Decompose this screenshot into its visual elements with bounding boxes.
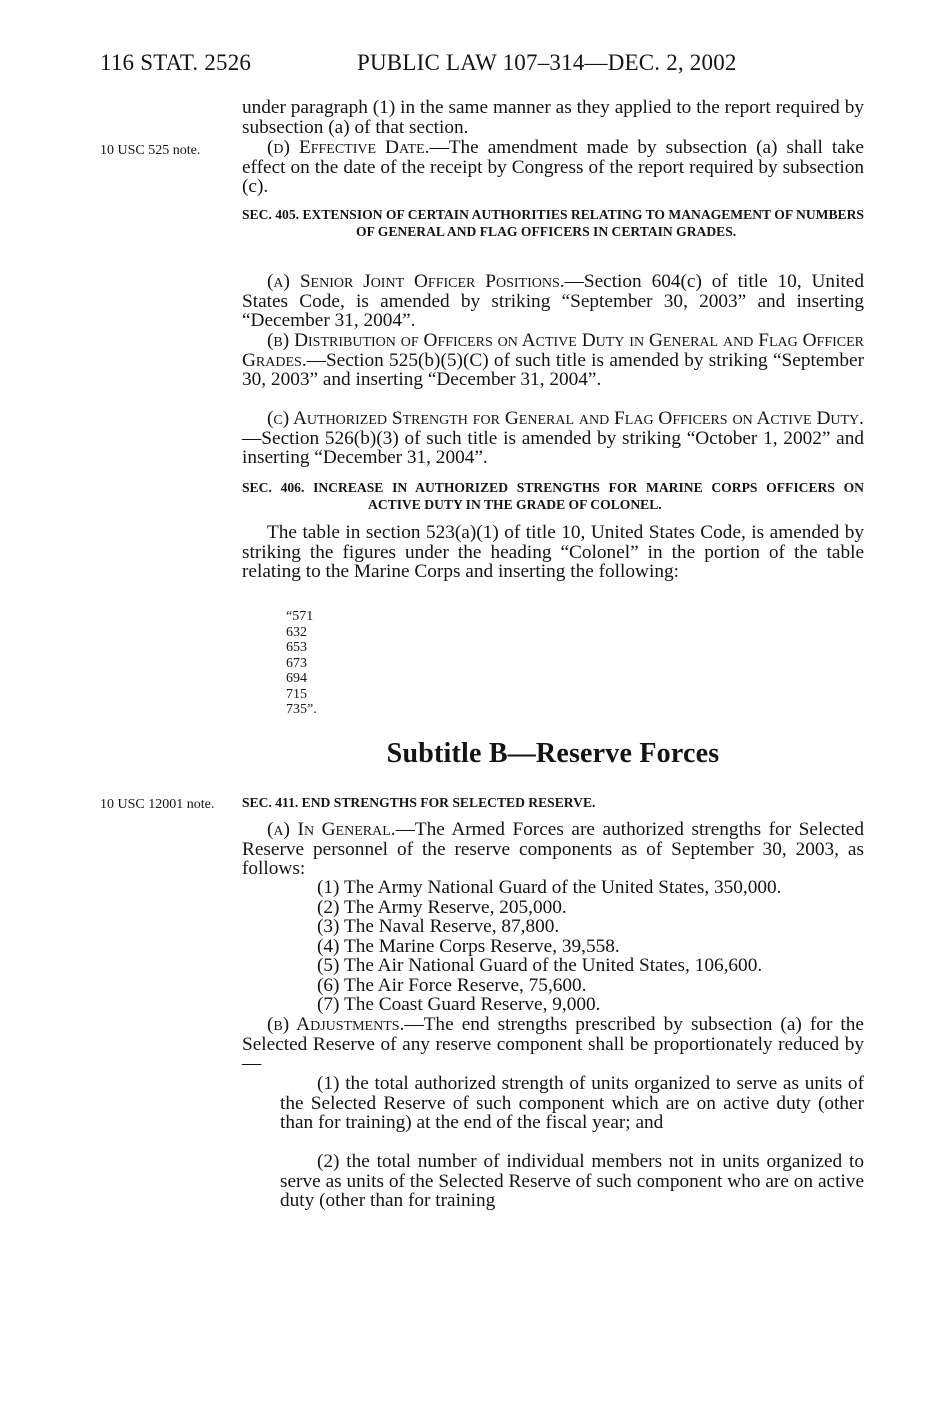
subsection-d-text: —The amendment made by subsection (a) shall take effect on the date of the receipt by Congress of the report required by subsection (c). <box>242 137 864 198</box>
page-header-stat: 116 STAT. 2526 <box>100 50 252 75</box>
section-411-b-text: —The end strengths prescribed by subsection (a) for the Selected Reserve of any reserve component shall be proportionately reduced by— <box>242 1014 864 1075</box>
figure-value: 735”. <box>286 702 317 717</box>
section-405-c-heading: (c) Authorized Strength for General and Flag Officers on Active Duty. <box>267 408 864 429</box>
page-header-law: PUBLIC LAW 107–314—DEC. 2, 2002 <box>357 50 737 75</box>
figure-value: 715 <box>286 686 307 702</box>
subtitle-heading: Subtitle B—Reserve Forces <box>386 738 720 769</box>
section-411-b-heading: (b) Adjustments. <box>267 1014 405 1035</box>
figure-value: 632 <box>286 624 307 640</box>
section-411-a-heading: (a) In General. <box>267 819 396 840</box>
list-item: (6) The Air Force Reserve, 75,600. <box>317 975 587 996</box>
section-406-number: SEC. 406. <box>242 480 305 495</box>
section-411-a-text: —The Armed Forces are authorized strengths for Selected Reserve personnel of the reserve components as of September 30, 2003, as follows: <box>242 819 864 880</box>
list-item: (3) The Naval Reserve, 87,800. <box>317 916 560 937</box>
section-405-b-text: —Section 525(b)(5)(C) of such title is amended by striking “September 30, 2003” and inserting “December 31, 2004”. <box>242 349 864 391</box>
section-411-subsection-a <box>242 820 864 879</box>
section-405-subsection-b <box>242 331 864 390</box>
subsection-d-effective-date <box>242 138 864 197</box>
list-item: (5) The Air National Guard of the United States, 106,600. <box>317 955 763 976</box>
list-item: (1) The Army National Guard of the United States, 350,000. <box>317 877 782 898</box>
margin-note-525: 10 USC 525 note. <box>100 143 201 158</box>
figure-value: 673 <box>286 655 307 671</box>
section-405-a-heading: (a) Senior Joint Officer Positions. <box>267 271 565 292</box>
margin-note-12001: 10 USC 12001 note. <box>100 797 215 812</box>
section-405-a-text: —Section 604(c) of title 10, United States Code, is amended by striking “September 30, 2003” and inserting “December 31, 2004”. <box>242 271 864 332</box>
section-411-heading: SEC. 411. END STRENGTHS FOR SELECTED RESERVE. <box>242 795 596 810</box>
paragraph-b1: (1) the total authorized strength of units organized to serve as units of the Selected Reserve of such component which are on active duty (other than for training) at the end of the fiscal year; and <box>280 1073 864 1134</box>
section-405-number: SEC. 405. <box>242 207 300 222</box>
continuation-paragraph: under paragraph (1) in the same manner as they applied to the report required by subsection (a) of that section. <box>242 97 864 138</box>
list-item: (2) The Army Reserve, 205,000. <box>317 897 567 918</box>
section-406-title: INCREASE IN AUTHORIZED STRENGTHS FOR MARINE CORPS OFFICERS ON ACTIVE DUTY IN THE GRADE OF COLONEL. <box>313 480 865 512</box>
section-405-heading <box>242 207 864 240</box>
section-405-subsection-c <box>242 409 864 468</box>
paragraph-b2: (2) the total number of individual members not in units organized to serve as units of the Selected Reserve of such component who are on active duty (other than for training <box>280 1151 864 1212</box>
section-405-b-heading: (b) Distribution of Officers on Active Duty in General and Flag Officer Grades. <box>242 330 864 371</box>
section-405-subsection-a <box>242 272 864 331</box>
subsection-d-heading: (d) Effective Date. <box>267 137 430 158</box>
figure-value: 653 <box>286 640 307 655</box>
section-405-c-text: —Section 526(b)(3) of such title is amended by striking “October 1, 2002” and inserting “December 31, 2004”. <box>242 427 864 469</box>
list-item: (4) The Marine Corps Reserve, 39,558. <box>317 936 620 957</box>
section-411-subsection-b <box>242 1015 864 1074</box>
figure-value: 694 <box>286 671 307 686</box>
list-item: (7) The Coast Guard Reserve, 9,000. <box>317 994 601 1015</box>
section-406-text: The table in section 523(a)(1) of title 10, United States Code, is amended by striking the figures under the heading “Colonel” in the portion of the table relating to the Marine Corps and inserting the following: <box>242 522 864 583</box>
colonel-figures-list <box>286 609 317 718</box>
section-406-heading <box>242 480 864 513</box>
figure-value: “571 <box>286 609 314 624</box>
section-405-title: EXTENSION OF CERTAIN AUTHORITIES RELATING TO MANAGEMENT OF NUMBERS OF GENERAL AND FLAG OFFICERS IN CERTAIN GRADES. <box>302 207 864 239</box>
